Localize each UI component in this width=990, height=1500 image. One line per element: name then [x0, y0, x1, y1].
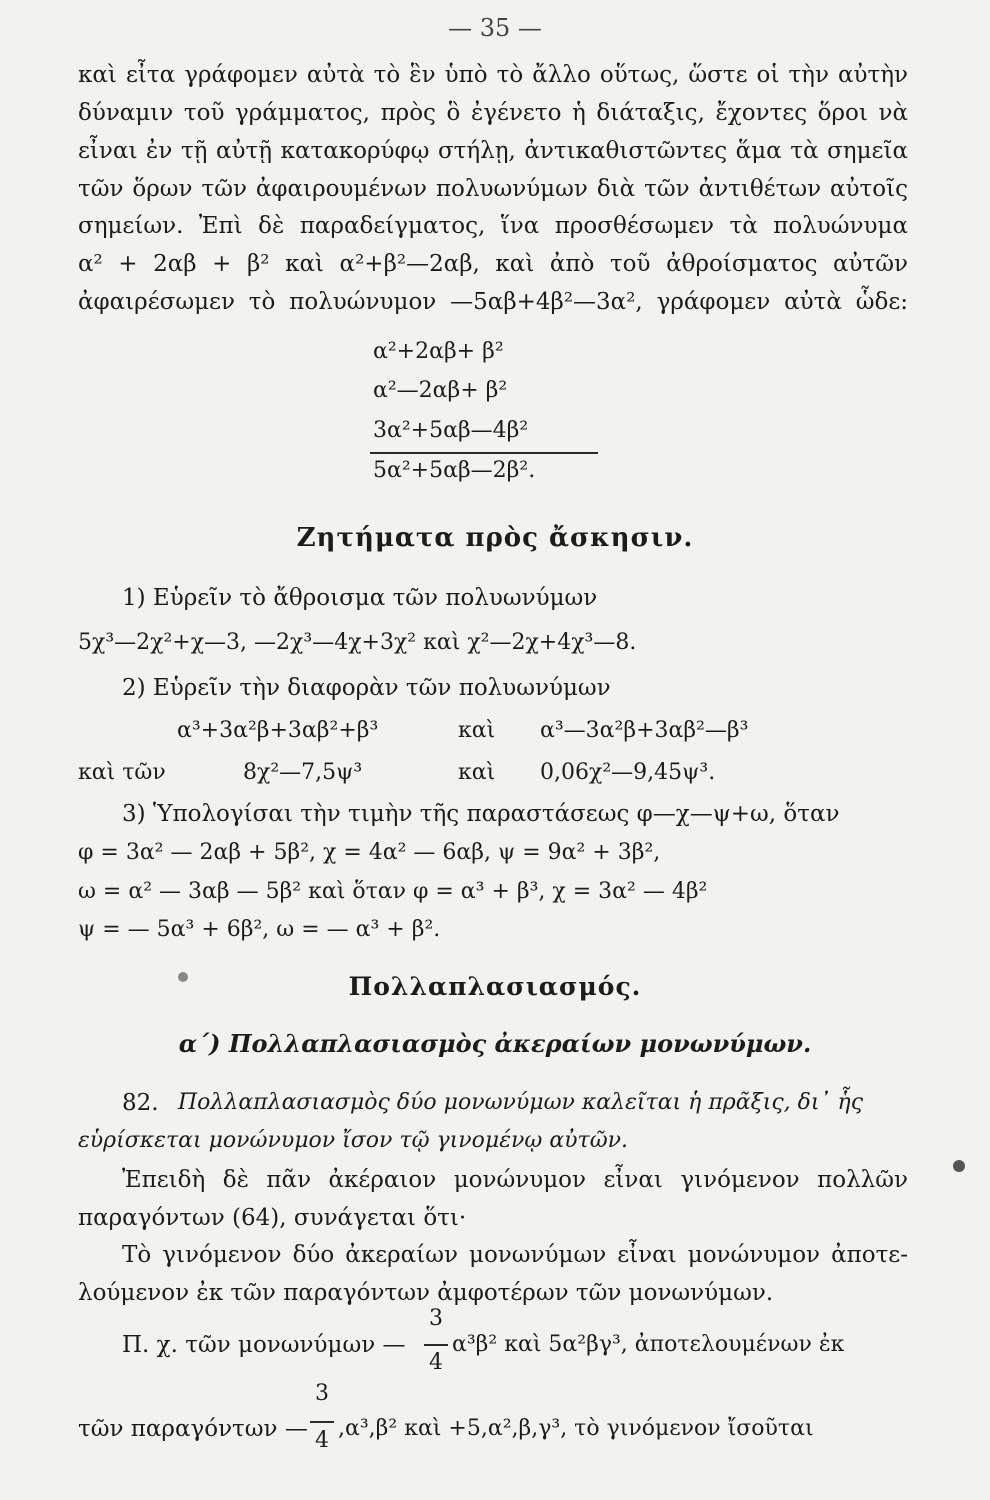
intro-line: τῶν ὅρων τῶν ἀφαιρουμένων πολυωνύμων διὰ τῶν ἀντιθέτων αὐτοῖς — [78, 176, 908, 202]
exercise-2-poly-a: α³+3α²β+3αβ²+β³ — [177, 718, 379, 743]
exercises-heading: Ζητήματα πρὸς ἄσκησιν. — [296, 523, 694, 553]
intro-line: ἀφαιρέσωμεν τὸ πολυώνυμον —5αβ+4β²—3α², γράφομεν αὐτὰ ὧδε: — [78, 289, 908, 315]
example-line-end: α³β² καὶ 5α²βγ³, ἀποτελουμένων ἐκ — [452, 1332, 845, 1357]
fraction-denominator: 4 — [429, 1350, 443, 1375]
exercise-2-kai-ton: καὶ τῶν — [78, 760, 166, 785]
body-line: Ἐπειδὴ δὲ πᾶν ἀκέραιον μονώνυμον εἶναι γινόμενον πολλῶν — [122, 1167, 908, 1193]
definition-number: 82. — [122, 1090, 159, 1116]
intro-line: δύναμιν τοῦ γράμματος, πρὸς ὃ ἐγένετο ἡ διάταξις, ἔχοντες ὅροι νὰ — [78, 100, 908, 126]
example-line-start: τῶν παραγόντων — — [78, 1416, 308, 1442]
intro-line: σημείων. Ἐπὶ δὲ παραδείγματος, ἵνα προσθέσωμεν τὰ πολυώνυμα — [78, 213, 908, 239]
intro-line: εἶναι ἐν τῇ αὐτῇ κατακορύφῳ στήλῃ, ἀντικαθιστῶντες ἅμα τὰ σημεῖα — [78, 138, 908, 164]
fraction-numerator: 3 — [429, 1306, 443, 1331]
exercise-1-text: 1) Εὑρεῖν τὸ ἄθροισμα τῶν πολυωνύμων — [122, 585, 598, 611]
example-line-start: Π. χ. τῶν μονωνύμων — — [122, 1332, 406, 1358]
intro-line: καὶ εἶτα γράφομεν αὐτὰ τὸ ἓν ὑπὸ τὸ ἄλλο οὕτως, ὥστε οἱ τὴν αὐτὴν — [78, 62, 908, 88]
multiplication-heading: Πολλαπλασιασμός. — [348, 972, 642, 1001]
example-line-end: ,α³,β² καὶ +5,α²,β,γ³, τὸ γινόμενον ἴσοῦται — [338, 1416, 814, 1441]
sum-rule — [370, 452, 598, 454]
exercise-3-line: φ = 3α² — 2αβ + 5β², χ = 4α² — 6αβ, ψ = 9α² + 3β², — [78, 840, 661, 865]
margin-dot — [953, 1160, 965, 1172]
body-line: Τὸ γινόμενον δύο ἀκεραίων μονωνύμων εἶναι μονώνυμον ἀποτε- — [122, 1242, 908, 1268]
fraction-denominator: 4 — [315, 1428, 329, 1453]
fraction-bar — [424, 1344, 448, 1346]
exercise-2-poly-c: 8χ²—7,5ψ³ — [243, 760, 363, 785]
fraction-bar — [310, 1421, 334, 1423]
exercise-2-text: 2) Εὑρεῖν τὴν διαφορὰν τῶν πολυωνύμων — [122, 675, 611, 701]
sum-row: 3α²+5αβ—4β² — [373, 418, 529, 443]
multiplication-subheading: α΄) Πολλαπλασιασμὸς ἀκεραίων μονωνύμων. — [178, 1029, 812, 1058]
exercise-2-poly-b: α³—3α²β+3αβ²—β³ — [540, 718, 749, 743]
exercise-3-line: ψ = — 5α³ + 6β², ω = — α³ + β². — [78, 917, 441, 942]
sum-result: 5α²+5αβ—2β². — [373, 458, 536, 483]
intro-line: α² + 2αβ + β² καὶ α²+β²—2αβ, καὶ ἀπὸ τοῦ ἀθροίσματος αὐτῶν — [78, 251, 908, 277]
fraction-numerator: 3 — [315, 1381, 329, 1406]
definition-line: Πολλαπλασιασμὸς δύο μονωνύμων καλεῖται ἡ πρᾶξις, δι᾽ ἧς — [178, 1090, 864, 1115]
body-line: λούμενον ἐκ τῶν παραγόντων ἀμφοτέρων τῶν μονωνύμων. — [78, 1280, 774, 1306]
exercise-1-polynomials: 5χ³—2χ²+χ—3, —2χ³—4χ+3χ² καὶ χ²—2χ+4χ³—8. — [78, 630, 637, 655]
exercise-2-and: καὶ — [458, 718, 496, 743]
sum-row: α²—2αβ+ β² — [373, 378, 508, 403]
exercise-3-line: 3) Ὑπολογίσαι τὴν τιμὴν τῆς παραστάσεως φ—χ—ψ+ω, ὅταν — [122, 801, 840, 827]
body-line: παραγόντων (64), συνάγεται ὅτι· — [78, 1205, 467, 1231]
exercise-2-and-2: καὶ — [458, 760, 496, 785]
page-number: — 35 — — [448, 14, 542, 42]
sum-row: α²+2αβ+ β² — [373, 339, 504, 364]
definition-line: εὑρίσκεται μονώνυμον ἴσον τῷ γινομένῳ αὐτῶν. — [78, 1128, 629, 1153]
exercise-2-poly-d: 0,06χ²—9,45ψ³. — [540, 760, 716, 785]
exercise-3-line: ω = α² — 3αβ — 5β² καὶ ὅταν φ = α³ + β³, χ = 3α² — 4β² — [78, 879, 708, 904]
